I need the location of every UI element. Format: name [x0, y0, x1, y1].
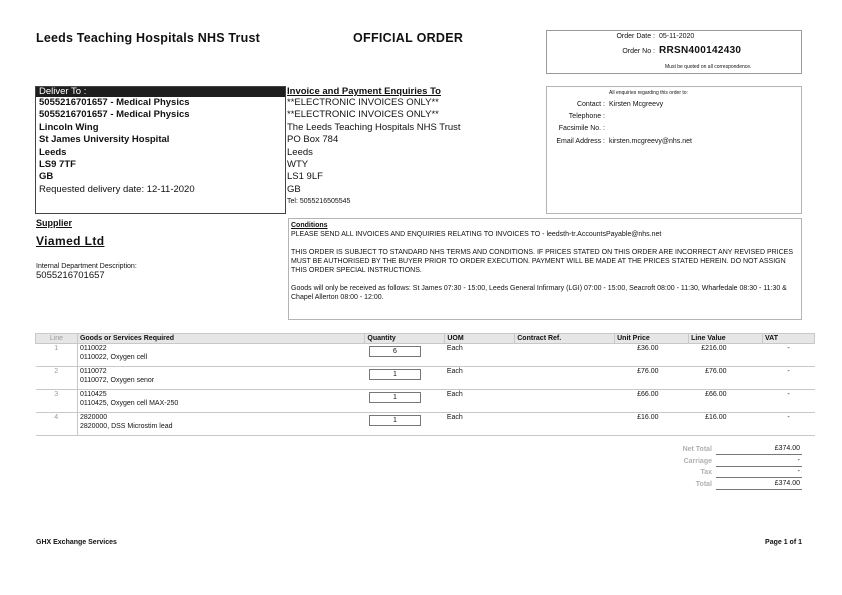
row-unit-price: £16.00 — [615, 413, 689, 436]
supplier-label: Supplier — [36, 218, 73, 228]
row-line-number: 1 — [36, 344, 78, 367]
tax-row — [640, 468, 802, 480]
page-number: Page 1 of 1 — [765, 539, 802, 546]
item-code: 0110022 — [79, 345, 107, 352]
carriage-value: - — [716, 457, 802, 467]
quantity-field: 1 — [369, 415, 421, 426]
row-line-number: 2 — [36, 367, 78, 390]
row-quantity — [365, 367, 445, 390]
col-header-contract: Contract Ref. — [515, 334, 615, 344]
invoice-heading: Invoice and Payment Enquiries To — [287, 86, 441, 97]
conditions-heading: Conditions — [291, 222, 328, 229]
row-line-value: £66.00 — [689, 390, 763, 413]
invoice-line: The Leeds Teaching Hospitals NHS Trust — [287, 121, 461, 133]
order-items-table — [35, 333, 815, 436]
net-total-value: £374.00 — [716, 445, 802, 455]
item-description: 2820000, DSS Microstim lead — [79, 423, 173, 430]
table-row — [36, 390, 815, 413]
deliver-line: 5055216701657 - Medical Physics — [39, 109, 190, 121]
row-contract — [515, 367, 615, 390]
department-value: 5055216701657 — [36, 270, 105, 281]
invoice-line: **ELECTRONIC INVOICES ONLY** — [287, 97, 439, 108]
order-date-label: Order Date : — [616, 33, 655, 40]
row-line-value: £16.00 — [689, 413, 763, 436]
invoice-line: **ELECTRONIC INVOICES ONLY** — [287, 109, 439, 121]
table-row — [36, 344, 815, 367]
trust-name: Leeds Teaching Hospitals NHS Trust — [36, 31, 260, 45]
row-goods — [77, 367, 364, 390]
invoice-tel: Tel: 5055216505545 — [287, 198, 351, 206]
col-header-uom: UOM — [445, 334, 515, 344]
row-uom: Each — [445, 390, 515, 413]
row-goods — [77, 344, 364, 367]
row-uom: Each — [445, 413, 515, 436]
col-header-line: Line — [36, 334, 78, 344]
item-code: 0110072 — [79, 368, 107, 375]
total-value: £374.00 — [716, 480, 802, 490]
net-total-label: Net Total — [682, 446, 712, 453]
row-uom: Each — [445, 344, 515, 367]
table-row — [36, 413, 815, 436]
order-note: Must be quoted on all correspondence. — [665, 64, 752, 70]
quantity-field: 1 — [369, 392, 421, 403]
conditions-invoice-note: PLEASE SEND ALL INVOICES AND ENQUIRIES RELATING TO INVOICES TO - leedsth-tr.AccountsPayable@nhs.net — [291, 231, 662, 238]
net-total-row — [640, 445, 802, 457]
invoice-line: GB — [287, 183, 301, 195]
order-date-value: 05-11-2020 — [659, 33, 695, 40]
order-no-label: Order No : — [622, 48, 655, 55]
table-header-row — [36, 334, 815, 344]
row-vat: - — [763, 413, 815, 436]
conditions-delivery-hours: Goods will only be received as follows: St James 07:30 - 15:00, Leeds General Infirmary (LGI) 07:00 - 15:00, Seacroft 08:00 - 11:30, Wharfedale 08:30 - 11:30 & Chapel Allerton 08:00 - 12:00. — [291, 285, 787, 301]
col-header-goods: Goods or Services Required — [77, 334, 364, 344]
contact-heading: All enquiries regarding this order to: — [609, 90, 688, 96]
item-code: 2820000 — [79, 414, 108, 421]
row-goods — [77, 390, 364, 413]
total-row — [640, 480, 802, 492]
row-unit-price: £66.00 — [615, 390, 689, 413]
deliver-line: 5055216701657 - Medical Physics — [39, 97, 190, 108]
row-contract — [515, 390, 615, 413]
tax-label: Tax — [700, 469, 712, 476]
row-line-number: 3 — [36, 390, 78, 413]
row-line-value: £216.00 — [689, 344, 763, 367]
invoice-line: Leeds — [287, 146, 313, 158]
row-unit-price: £76.00 — [615, 367, 689, 390]
conditions-box — [288, 218, 802, 320]
deliver-to-heading: Deliver To : — [36, 87, 285, 97]
deliver-to-box — [35, 86, 286, 214]
contact-box — [546, 86, 802, 214]
row-vat: - — [763, 344, 815, 367]
row-line-value: £76.00 — [689, 367, 763, 390]
totals-block — [640, 445, 802, 491]
row-contract — [515, 413, 615, 436]
requested-delivery-date: Requested delivery date: 12-11-2020 — [39, 183, 195, 195]
order-info-box — [546, 30, 802, 74]
footer-provider: GHX Exchange Services — [36, 539, 117, 546]
row-line-number: 4 — [36, 413, 78, 436]
item-description: 0110022, Oxygen cell — [79, 354, 148, 361]
col-header-vat: VAT — [763, 334, 815, 344]
email-value: kirsten.mcgreevy@nhs.net — [609, 138, 692, 145]
invoice-line: LS1 9LF — [287, 171, 323, 183]
total-label: Total — [695, 480, 712, 488]
row-uom: Each — [445, 367, 515, 390]
deliver-line: LS9 7TF — [39, 159, 76, 171]
supplier-name: Viamed Ltd — [36, 234, 105, 248]
col-header-quantity: Quantity — [365, 334, 445, 344]
row-vat: - — [763, 367, 815, 390]
row-contract — [515, 344, 615, 367]
quantity-field: 1 — [369, 369, 421, 380]
table-row — [36, 367, 815, 390]
col-header-unit-price: Unit Price — [615, 334, 689, 344]
conditions-terms: THIS ORDER IS SUBJECT TO STANDARD NHS TERMS AND CONDITIONS. IF PRICES STATED ON THIS ORDER ARE INCORRECT ANY REVISED PRICES MUST BE AUTHORISED BY THE BUYER PRIOR TO ORDER EXECUTION. PAYMENT WILL BE MADE AT THE PRICES STATED HEREIN. DO NOT ASSIGN THIS ORDER SPECIAL INSTRUCTIONS. — [291, 249, 794, 274]
row-quantity — [365, 344, 445, 367]
row-goods — [77, 413, 364, 436]
contact-value: Kirsten Mcgreevy — [609, 101, 664, 108]
item-description: 0110072, Oxygen senor — [79, 377, 155, 384]
quantity-field: 6 — [369, 346, 421, 357]
telephone-label: Telephone : — [568, 113, 605, 120]
row-vat: - — [763, 390, 815, 413]
deliver-line: St James University Hospital — [39, 134, 170, 146]
contact-label: Contact : — [576, 101, 605, 108]
col-header-line-value: Line Value — [689, 334, 763, 344]
item-description: 0110425, Oxygen cell MAX-250 — [79, 400, 179, 407]
document-title: OFFICIAL ORDER — [353, 31, 464, 45]
invoice-line: WTY — [287, 159, 309, 171]
invoice-line: PO Box 784 — [287, 134, 339, 146]
carriage-row — [640, 457, 802, 469]
item-code: 0110425 — [79, 391, 107, 398]
carriage-label: Carriage — [683, 457, 712, 465]
deliver-line: Leeds — [39, 146, 67, 158]
row-quantity — [365, 390, 445, 413]
deliver-line: Lincoln Wing — [39, 121, 99, 133]
row-quantity — [365, 413, 445, 436]
department-label: Internal Department Description: — [36, 263, 137, 270]
invoice-enquiries-box — [287, 86, 545, 214]
order-no-value: RRSN400142430 — [659, 45, 742, 56]
tax-value: - — [716, 468, 802, 478]
row-unit-price: £36.00 — [615, 344, 689, 367]
email-label: Email Address : — [556, 138, 605, 145]
fax-label: Facsimile No. : — [558, 125, 605, 132]
deliver-line: GB — [39, 171, 54, 183]
